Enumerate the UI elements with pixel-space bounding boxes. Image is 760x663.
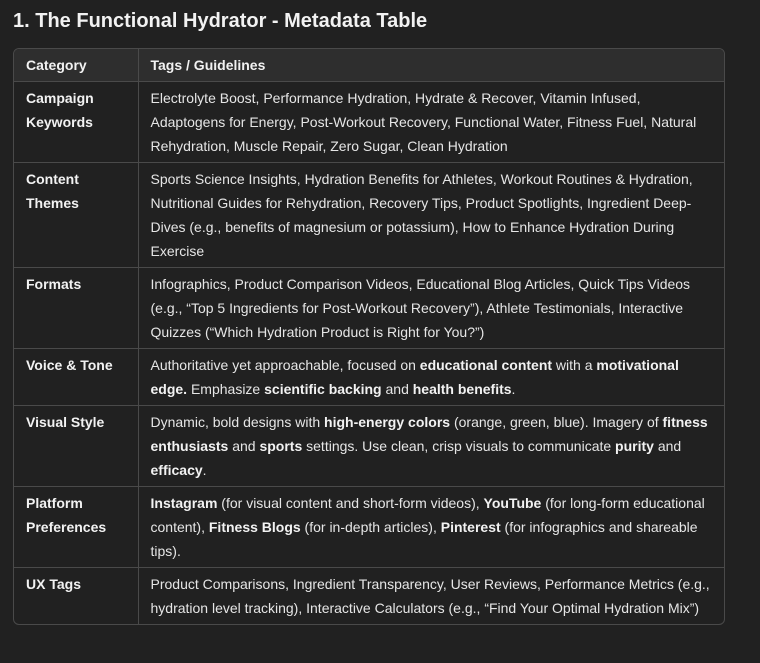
emphasized-text: Pinterest	[440, 519, 501, 535]
tags-cell	[138, 268, 724, 349]
text-segment: and	[228, 438, 260, 454]
table-row	[14, 82, 724, 163]
table-body	[14, 82, 724, 625]
emphasized-text: sports	[259, 438, 303, 454]
emphasized-text: educational content	[419, 357, 553, 373]
text-segment: Authoritative yet approachable, focused on	[150, 357, 420, 373]
category-cell: Campaign Keywords	[14, 82, 138, 163]
category-cell: Voice & Tone	[14, 349, 138, 406]
table-row	[14, 349, 724, 406]
text-segment: Product Comparisons, Ingredient Transparency, User Reviews, Performance Metrics (e.g., hydration level tracking), Interactive Calculators (e.g., “Find Your Optimal Hydration Mix”)	[150, 576, 710, 616]
table-header	[14, 49, 724, 82]
emphasized-text: purity	[615, 438, 654, 454]
emphasized-text: health benefits	[412, 381, 512, 397]
text-segment: settings. Use clean, crisp visuals to communicate	[302, 438, 616, 454]
text-segment: Sports Science Insights, Hydration Benefits for Athletes, Workout Routines & Hydration, Nutritional Guides for Rehydration, Recovery Tips, Product Spotlights, Ingredient Deep-Dives (e.g., benefits of magnesium or potassium), How to Enhance Hydration During Exercise	[150, 171, 693, 259]
text-segment: and	[381, 381, 413, 397]
emphasized-text: motivational edge.	[150, 357, 679, 397]
metadata-table	[14, 49, 724, 624]
emphasized-text: fitness enthusiasts	[150, 414, 708, 454]
table-row	[14, 163, 724, 268]
category-cell: Visual Style	[14, 406, 138, 487]
category-cell: UX Tags	[26, 576, 81, 592]
tags-cell	[138, 487, 724, 568]
emphasized-text: YouTube	[483, 495, 542, 511]
tags-cell	[138, 163, 724, 268]
category-cell: Content Themes	[14, 163, 138, 268]
text-segment: Emphasize	[187, 381, 265, 397]
emphasized-text: scientific backing	[264, 381, 382, 397]
text-segment: (orange, green, blue). Imagery of	[450, 414, 663, 430]
text-segment: (for infographics and shareable tips).	[150, 519, 698, 559]
text-segment: and	[653, 438, 682, 454]
text-segment: (for visual content and short-form videos),	[217, 495, 484, 511]
emphasized-text: high-energy colors	[324, 414, 451, 430]
text-segment: .	[202, 462, 207, 478]
text-segment: Infographics, Product Comparison Videos, Educational Blog Articles, Quick Tips Videos (e.g., “Top 5 Ingredients for Post-Workout Recovery”), Athlete Testimonials, Interactive Quizzes (“Which Hydration Product is Right for You?”)	[150, 276, 691, 340]
emphasized-text: efficacy	[150, 462, 203, 478]
header-category: Category	[14, 49, 138, 82]
tags-cell	[138, 568, 724, 625]
metadata-table-container	[13, 48, 725, 625]
table-row	[14, 568, 724, 625]
text-segment: with a	[552, 357, 597, 373]
tags-cell	[138, 349, 724, 406]
tags-cell	[138, 406, 724, 487]
category-cell: Formats	[14, 268, 138, 349]
text-segment: Dynamic, bold designs with	[150, 414, 325, 430]
page-title: 1. The Functional Hydrator - Metadata Table	[13, 10, 428, 32]
text-segment: Electrolyte Boost, Performance Hydration, Hydrate & Recover, Vitamin Infused, Adaptogens for Energy, Post-Workout Recovery, Functional Water, Fitness Fuel, Natural Rehydration, Muscle Repair, Zero Sugar, Clean Hydration	[150, 90, 697, 154]
table-row	[14, 268, 724, 349]
emphasized-text: Instagram	[150, 495, 218, 511]
header-tags-guidelines: Tags / Guidelines	[138, 49, 724, 82]
emphasized-text: Fitness Blogs	[208, 519, 301, 535]
header-row	[14, 49, 724, 82]
table-row	[14, 487, 724, 568]
category-cell: Platform Preferences	[14, 487, 138, 568]
table-row	[14, 406, 724, 487]
text-segment: (for long-form educational content),	[150, 495, 705, 535]
text-segment: .	[511, 381, 516, 397]
text-segment: (for in-depth articles),	[300, 519, 441, 535]
tags-cell	[138, 82, 724, 163]
